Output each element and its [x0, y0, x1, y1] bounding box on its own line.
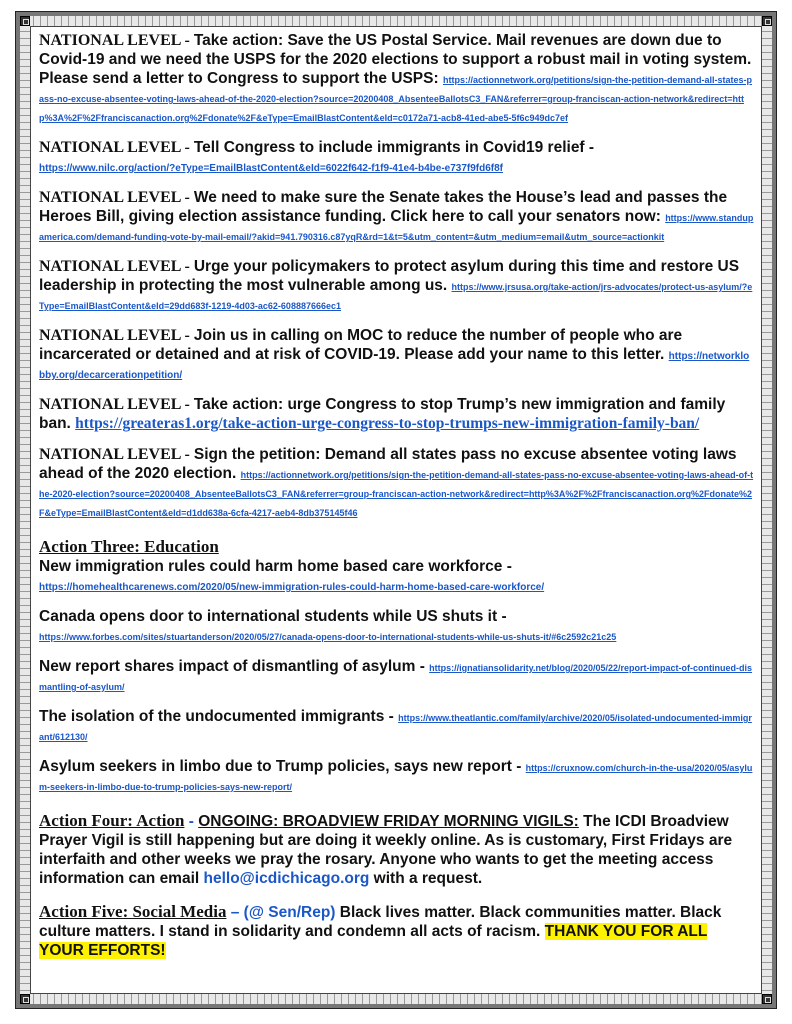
level-label: NATIONAL LEVEL - [39, 139, 194, 156]
item-text: Join us in calling on MOC to reduce the number of people who are incarcerated or detained and at risk of COVID-19. Please add your name to this letter. [39, 327, 683, 363]
item-text: Canada opens door to international students while US shuts it - [39, 608, 507, 625]
border-corner [20, 994, 30, 1004]
item-link[interactable]: https://homehealthcarenews.com/2020/05/new-immigration-rules-could-harm-home-based-care-workforce/ [39, 582, 545, 593]
document-body [30, 26, 762, 994]
item-link[interactable]: https://actionnetwork.org/petitions/sign-the-petition-demand-all-states-pass-no-excuse-absentee-voting-laws-ahead-of-the-2020-election?source=20200408_AbsenteeBallotsC3_FAN&referrer=group-franciscan-action-network&redirect=http%3A%2F%2Ffranciscanaction.org%2Fdonate%2F&eType=EmailBlastContent&eId=c0172a71-acb8-41ed-abe5-5f6c949dc7ef [39, 75, 752, 123]
item-link[interactable]: https://networklobby.org/decarcerationpetition/ [39, 351, 750, 381]
item-link[interactable]: https://cruxnow.com/church-in-the-usa/2020/05/asylum-seekers-in-limbo-due-to-trump-policies-says-new-report/ [39, 763, 753, 792]
item-text: Take action: Save the US Postal Service. Mail revenues are down due to Covid-19 and we need the USPS for the 2020 elections to support a robust mail in voting system. Please send a letter to Congress to support the USPS: [39, 32, 752, 87]
item-link[interactable]: https://greateras1.org/take-action-urge-congress-to-stop-trumps-new-immigration-family-ban/ [75, 415, 700, 432]
national-item-2 [39, 138, 755, 176]
action-tail: with a request. [369, 870, 483, 887]
item-link[interactable]: https://ignatiansolidarity.net/blog/2020/05/22/report-impact-of-continued-dismantling-of-asylum/ [39, 663, 753, 692]
item-link[interactable]: https://www.standupamerica.com/demand-funding-vote-by-mail-email/?akid=941.790316.c87yqR&rd=1&t=5&utm_content=&utm_medium=email&utm_source=actionkit [39, 213, 754, 242]
education-item [39, 707, 755, 745]
item-text: The isolation of the undocumented immigrants - [39, 708, 399, 725]
level-label: NATIONAL LEVEL - [39, 396, 194, 413]
education-section [39, 537, 755, 795]
level-label: NATIONAL LEVEL - [39, 258, 194, 275]
item-text: We need to make sure the Senate takes the House’s lead and passes the Heroes Bill, giving election assistance funding. Click here to call your senators now: [39, 189, 728, 225]
level-label: NATIONAL LEVEL - [39, 32, 194, 49]
national-item-1 [39, 31, 755, 126]
level-label: NATIONAL LEVEL - [39, 189, 194, 206]
border-corner [20, 16, 30, 26]
border-corner [762, 16, 772, 26]
national-item-4 [39, 257, 755, 314]
action-five [39, 902, 755, 960]
national-item-5 [39, 326, 755, 383]
national-item-6 [39, 395, 755, 433]
action-four [39, 811, 755, 888]
page-border [16, 12, 776, 1008]
item-text: Urge your policymakers to protect asylum during this time and restore US leadership in protecting the most vulnerable among us. [39, 258, 740, 294]
section-heading: Action Five: Social Media [39, 902, 227, 921]
education-item [39, 757, 755, 795]
dash: - [184, 813, 199, 830]
border-corner [762, 994, 772, 1004]
handle: – (@ Sen/Rep) [226, 904, 340, 921]
vigil-title: ONGOING: BROADVIEW FRIDAY MORNING VIGILS: [198, 813, 579, 830]
item-text: Take action: urge Congress to stop Trump’s new immigration and family ban. [39, 396, 726, 432]
item-text: Asylum seekers in limbo due to Trump policies, says new report - [39, 758, 526, 775]
item-link[interactable]: https://www.theatlantic.com/family/archive/2020/05/isolated-undocumented-immigrant/612130/ [39, 713, 752, 742]
item-link[interactable]: https://www.nilc.org/action/?eType=EmailBlastContent&eId=6022f642-f1f9-41e4-b4be-e737f9fd6f8f [39, 163, 504, 174]
item-text: New report shares impact of dismantling of asylum - [39, 658, 430, 675]
item-text: Tell Congress to include immigrants in Covid19 relief - [193, 139, 595, 156]
item-text: New immigration rules could harm home based care workforce - [39, 558, 512, 575]
item-text: Sign the petition: Demand all states pass no excuse absentee voting laws ahead of the 2020 election. [39, 446, 737, 482]
national-item-7 [39, 445, 755, 521]
action-text: Black lives matter. Black communities matter. Black culture matters. I stand in solidarity and condemn all acts of racism. [39, 904, 722, 940]
action-text: The ICDI Broadview Prayer Vigil is still happening but are doing it weekly online. As is customary, First Fridays are interfaith and other weeks we pray the rosary. Anyone who wants to get the meeting access information can email [39, 813, 733, 887]
national-item-3 [39, 188, 755, 245]
education-item [39, 657, 755, 695]
email-link[interactable]: hello@icdichicago.org [203, 870, 370, 887]
item-link[interactable]: https://www.jrsusa.org/take-action/jrs-advocates/protect-us-asylum/?eType=EmailBlastContent&eId=29dd683f-1219-4d03-ac62-608887666ec1 [39, 282, 753, 311]
section-heading: Action Three: Education [39, 537, 219, 556]
highlight-text: THANK YOU FOR ALL YOUR EFFORTS! [39, 923, 708, 959]
item-link[interactable]: https://actionnetwork.org/petitions/sign-the-petition-demand-all-states-pass-no-excuse-absentee-voting-laws-ahead-of-the-2020-election?source=20200408_AbsenteeBallotsC3_FAN&referrer=group-franciscan-action-network&redirect=http%3A%2F%2Ffranciscanaction.org%2Fdonate%2F&eType=EmailBlastContent&eId=d1dd638a-6cfa-4217-aeb4-8db375145f46 [39, 470, 754, 518]
education-item [39, 557, 755, 595]
level-label: NATIONAL LEVEL - [39, 446, 194, 463]
education-item [39, 607, 755, 645]
level-label: NATIONAL LEVEL - [39, 327, 194, 344]
item-link[interactable]: https://www.forbes.com/sites/stuartanderson/2020/05/27/canada-opens-door-to-international-students-while-us-shuts-it/#6c2592c21c25 [39, 632, 617, 642]
section-heading: Action Four: Action [39, 811, 185, 830]
